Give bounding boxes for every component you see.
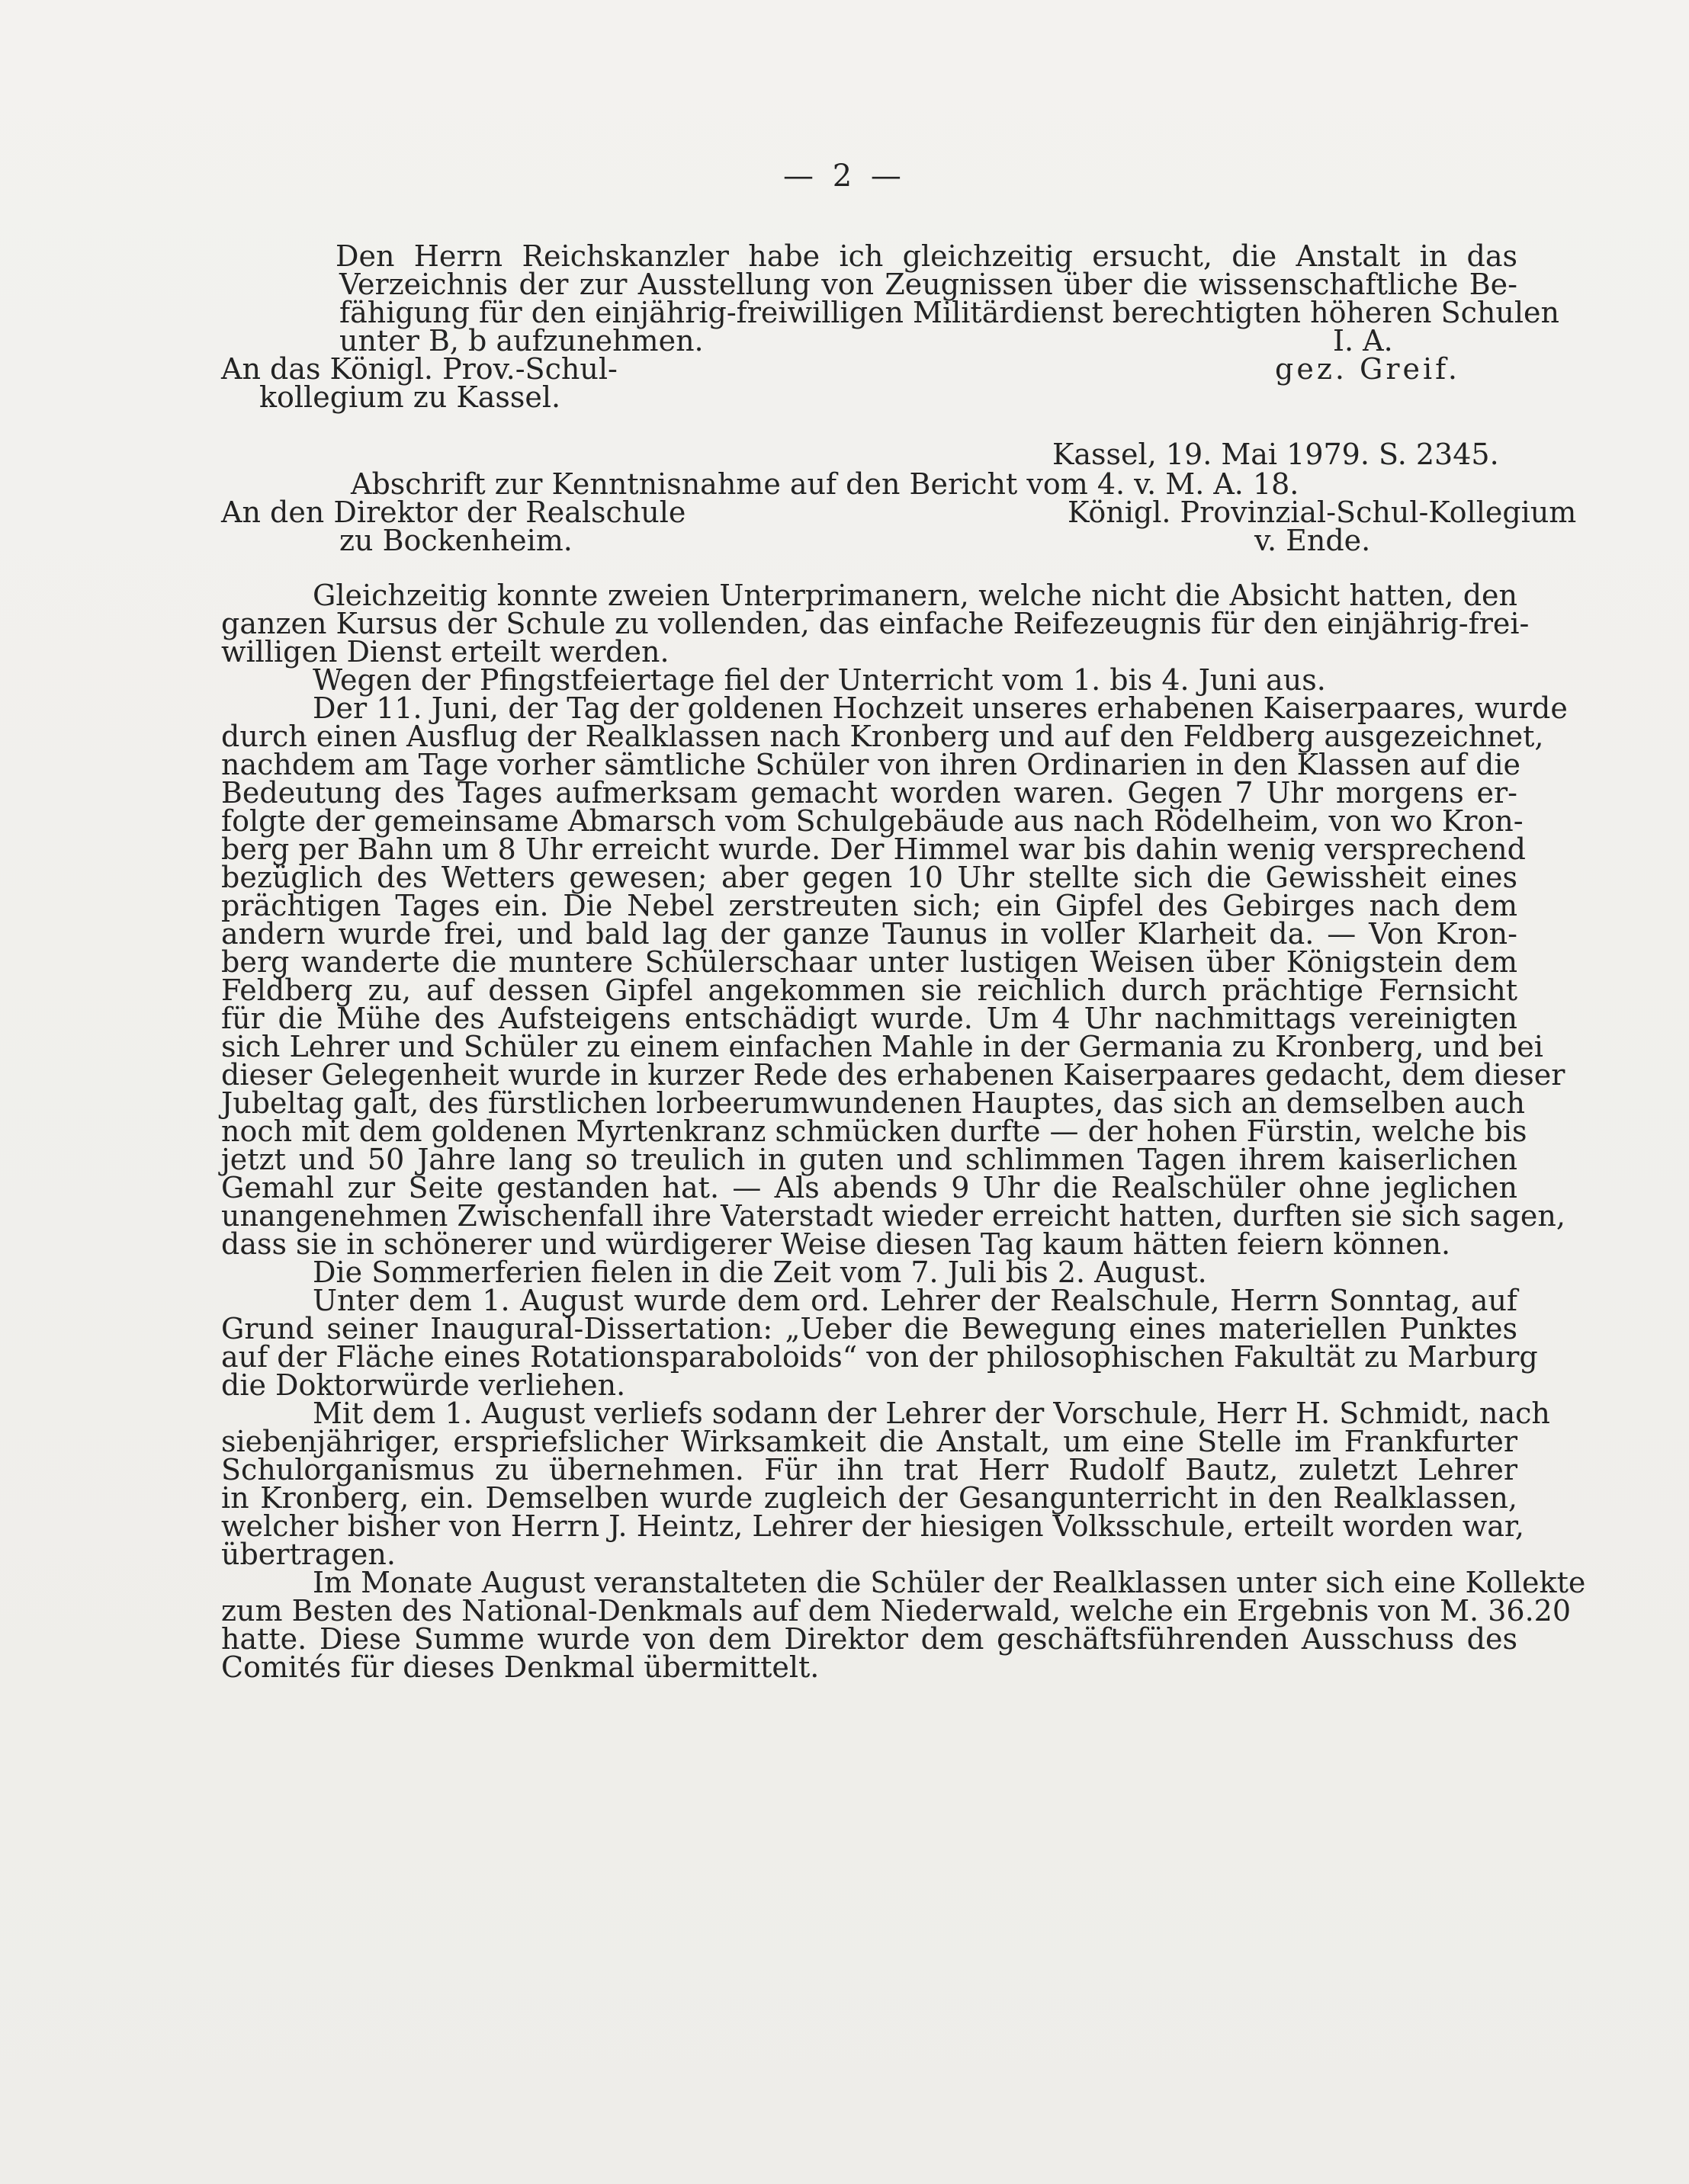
ia-signature: I. A. <box>1333 324 1393 358</box>
text-line: Die Sommerferien fielen in die Zeit vom 7. Juli bis 2. August. <box>313 1256 1207 1289</box>
text-line: Unter dem 1. August wurde dem ord. Lehrer der Realschule, Herrn Sonntag, auf <box>313 1284 1517 1317</box>
body-text <box>221 579 1586 1684</box>
authority-name: Königl. Provinzial-Schul-Kollegium <box>1068 495 1577 529</box>
text-line: Comités für dieses Denkmal übermittelt. <box>221 1650 820 1684</box>
text-line: auf der Fläche eines Rotationsparaboloids“ von der philosophischen Fakultät zu Marburg <box>221 1340 1538 1374</box>
page-number: — 2 — <box>783 159 906 194</box>
text-line: siebenjähriger, erspriefslicher Wirksamkeit die Anstalt, um eine Stelle im Frankfurter <box>221 1425 1517 1458</box>
text-line: bezüglich des Wetters gewesen; aber gegen 10 Uhr stellte sich die Gewissheit eines <box>221 861 1517 894</box>
text-line: welcher bisher von Herrn J. Heintz, Lehrer der hiesigen Volksschule, erteilt worden war, <box>221 1509 1524 1543</box>
text-line: sich Lehrer und Schüler zu einem einfachen Mahle in der Germania zu Kronberg, und bei <box>221 1030 1543 1063</box>
text-line: Wegen der Pfingstfeiertage fiel der Unterricht vom 1. bis 4. Juni aus. <box>313 663 1326 697</box>
text-line: Bedeutung des Tages aufmerksam gemacht worden waren. Gegen 7 Uhr morgens er- <box>221 776 1517 810</box>
address-recipient-1: An das Königl. Prov.-Schul- <box>221 352 618 386</box>
abschrift-line: Abschrift zur Kenntnisnahme auf den Bericht vom 4. v. M. A. 18. <box>351 467 1299 501</box>
text-line: Gleichzeitig konnte zweien Unterprimanern, welche nicht die Absicht hatten, den <box>313 579 1517 612</box>
text-line: Der 11. Juni, der Tag der goldenen Hochzeit unseres erhabenen Kaiserpaares, wurde <box>313 691 1568 725</box>
text-line: zum Besten des National-Denkmals auf dem Niederwald, welche ein Ergebnis von M. 36.20 <box>221 1594 1572 1628</box>
text-line: unter B, b aufzunehmen. <box>339 324 704 358</box>
address-recipient-3: An den Direktor der Realschule <box>221 495 686 529</box>
text-line: dass sie in schönerer und würdigerer Weise diesen Tag kaum hätten feiern können. <box>221 1227 1451 1261</box>
text-line: andern wurde frei, und bald lag der ganze Taunus in voller Klarheit da. — Von Kron- <box>221 917 1517 951</box>
text-line: die Doktorwürde verliehen. <box>221 1368 626 1402</box>
text-line: übertragen. <box>221 1538 396 1571</box>
text-line: jetzt und 50 Jahre lang so treulich in guten und schlimmen Tagen ihrem kaiserlichen <box>221 1143 1517 1176</box>
text-line: nachdem am Tage vorher sämtliche Schüler von ihren Ordinarien in den Klassen auf die <box>221 748 1521 781</box>
signature-ende: v. Ende. <box>1254 524 1371 557</box>
text-line: dieser Gelegenheit wurde in kurzer Rede des erhabenen Kaiserpaares gedacht, dem dieser <box>221 1058 1565 1092</box>
address-recipient-2: kollegium zu Kassel. <box>259 380 561 414</box>
text-line: prächtigen Tages ein. Die Nebel zerstreuten sich; ein Gipfel des Gebirges nach dem <box>221 889 1517 922</box>
text-line: durch einen Ausflug der Realklassen nach Kronberg und auf den Feldberg ausgezeichnet, <box>221 720 1544 753</box>
date-line: Kassel, 19. Mai 1979. S. 2345. <box>1052 438 1499 471</box>
text-line: berg wanderte die muntere Schülerschaar unter lustigen Weisen über Königstein dem <box>221 945 1517 979</box>
intro-paragraph <box>221 239 1559 358</box>
text-line: hatte. Diese Summe wurde von dem Direktor dem geschäftsführenden Ausschuss des <box>221 1622 1517 1656</box>
text-line: für die Mühe des Aufsteigens entschädigt wurde. Um 4 Uhr nachmittags vereinigten <box>221 1002 1517 1035</box>
text-line: Verzeichnis der zur Ausstellung von Zeugnissen über die wissenschaftliche Be- <box>339 268 1517 301</box>
text-line: berg per Bahn um 8 Uhr erreicht wurde. Der Himmel war bis dahin wenig versprechend <box>221 832 1526 866</box>
text-line: folgte der gemeinsame Abmarsch vom Schulgebäude aus nach Rödelheim, von wo Kron- <box>221 804 1524 838</box>
text-line: willigen Dienst erteilt werden. <box>221 635 669 669</box>
signature-greif: gez. Greif. <box>1275 352 1460 386</box>
text-line: Feldberg zu, auf dessen Gipfel angekommen sie reichlich durch prächtige Fernsicht <box>221 973 1517 1007</box>
text-line: in Kronberg, ein. Demselben wurde zugleich der Gesangunterricht in den Realklassen, <box>221 1481 1517 1515</box>
text-line: noch mit dem goldenen Myrtenkranz schmücken durfte — der hohen Fürstin, welche bis <box>221 1114 1527 1148</box>
text-line: fähigung für den einjährig-freiwilligen Militärdienst berechtigten höheren Schulen <box>339 296 1559 329</box>
text-line: Gemahl zur Seite gestanden hat. — Als abends 9 Uhr die Realschüler ohne jeglichen <box>221 1171 1517 1204</box>
text-line: unangenehmen Zwischenfall ihre Vaterstadt wieder erreicht hatten, durften sie sich sagen, <box>221 1199 1565 1233</box>
text-line: Im Monate August veranstalteten die Schüler der Realklassen unter sich eine Kollekte <box>313 1566 1586 1599</box>
address-recipient-4: zu Bockenheim. <box>339 524 573 557</box>
text-line: Mit dem 1. August verliefs sodann der Lehrer der Vorschule, Herr H. Schmidt, nach <box>313 1397 1550 1430</box>
text-line: Den Herrn Reichskanzler habe ich gleichzeitig ersucht, die Anstalt in das <box>336 239 1517 273</box>
text-line: ganzen Kursus der Schule zu vollenden, das einfache Reifezeugnis für den einjährig-frei- <box>221 607 1530 640</box>
text-line: Jubeltag galt, des fürstlichen lorbeerumwundenen Hauptes, das sich an demselben auch <box>221 1086 1526 1120</box>
text-line: Grund seiner Inaugural-Dissertation: „Ueber die Bewegung eines materiellen Punktes <box>221 1312 1517 1345</box>
text-line: Schulorganismus zu übernehmen. Für ihn trat Herr Rudolf Bautz, zuletzt Lehrer <box>221 1453 1517 1486</box>
